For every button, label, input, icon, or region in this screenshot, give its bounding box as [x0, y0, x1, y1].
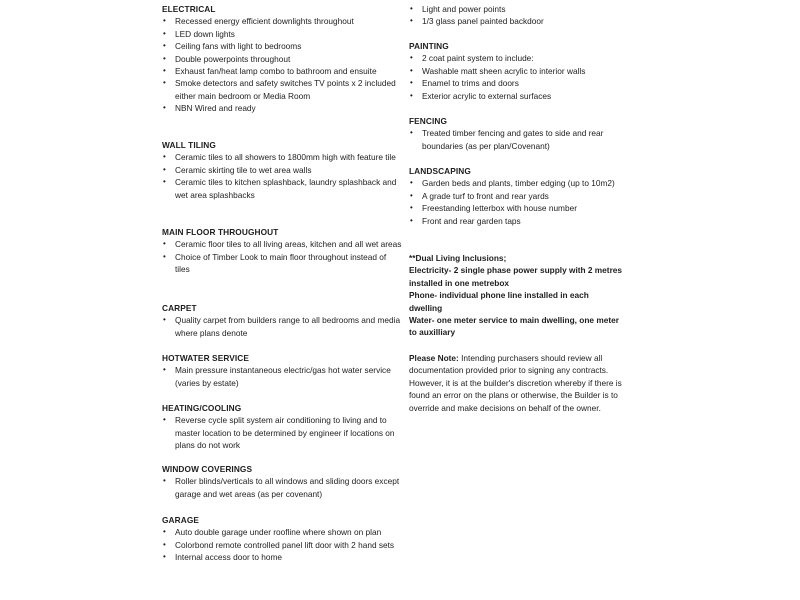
list-item: • Front and rear garden taps: [409, 215, 639, 227]
section-fencing: [409, 115, 639, 152]
section-electrical: [162, 3, 402, 115]
section-heading: GARAGE: [162, 515, 200, 525]
section-heading: HEATING/COOLING: [162, 403, 242, 413]
section-heading: FENCING: [409, 116, 448, 126]
list-item: • NBN Wired and ready: [162, 102, 402, 114]
list-item: • Ceramic skirting tile to wet area walls: [162, 164, 402, 176]
item-list: [409, 177, 639, 227]
list-item: • Washable matt sheen acrylic to interior walls: [409, 65, 639, 77]
please-note: [409, 352, 634, 414]
section-window-coverings: [162, 463, 402, 500]
dual-living-line: Water- one meter service to main dwelling, one meter to auxilliary: [409, 315, 619, 338]
list-item: • LED down lights: [162, 28, 402, 40]
list-item: • Internal access door to home: [162, 551, 402, 563]
dual-living-line: Phone- individual phone line installed in each dwelling: [409, 290, 589, 313]
section-main-floor: [162, 226, 402, 276]
list-item: • Garden beds and plants, timber edging (up to 10m2): [409, 177, 639, 189]
list-item: • Quality carpet from builders range to all bedrooms and media where plans denote: [162, 314, 402, 339]
list-item: • Exhaust fan/heat lamp combo to bathroom and ensuite: [162, 65, 402, 77]
section-heading: ELECTRICAL: [162, 4, 216, 14]
list-item: • Smoke detectors and safety switches TV points x 2 included either main bedroom or Media Room: [162, 77, 402, 102]
list-item: • Ceramic tiles to all showers to 1800mm high with feature tile: [162, 151, 402, 163]
section-painting: [409, 40, 639, 102]
section-heating-cooling: [162, 402, 402, 452]
item-list: [409, 127, 639, 152]
list-item: • Ceiling fans with light to bedrooms: [162, 40, 402, 52]
item-list: [162, 414, 402, 451]
item-list: [162, 314, 402, 339]
item-list: [162, 475, 402, 500]
list-item: • A grade turf to front and rear yards: [409, 190, 639, 202]
list-item: • Double powerpoints throughout: [162, 53, 402, 65]
list-item: • Light and power points: [409, 3, 639, 15]
list-item: • Reverse cycle split system air conditioning to living and to master location to be determined by engineer if locations on plans do not work: [162, 414, 402, 451]
item-list: [162, 526, 402, 563]
list-item: • Exterior acrylic to external surfaces: [409, 90, 639, 102]
list-item: • 1/3 glass panel painted backdoor: [409, 15, 639, 27]
dual-living-line: Electricity- 2 single phase power supply with 2 metres installed in one metrebox: [409, 265, 623, 288]
section-wall-tiling: [162, 139, 402, 201]
section-heading: PAINTING: [409, 41, 449, 51]
please-note-text: Intending purchasers should review all documentation provided prior to signing any contracts. However, it is at the builder's discretion whereby if there is found an error on the plans or otherwise, the Builder is to override and make decisions on behalf of the owner.: [409, 353, 622, 413]
item-list: [162, 238, 402, 275]
list-item: • Auto double garage under roofline where shown on plan: [162, 526, 402, 538]
please-note-label: Please Note:: [409, 353, 459, 363]
item-list: [409, 52, 639, 102]
item-list: [162, 151, 402, 201]
section-heading: WALL TILING: [162, 140, 216, 150]
section-heading: CARPET: [162, 303, 197, 313]
list-item: • Recessed energy efficient downlights throughout: [162, 15, 402, 27]
section-heading: WINDOW COVERINGS: [162, 464, 253, 474]
continued-item-list: [409, 3, 639, 28]
list-item: • Freestanding letterbox with house number: [409, 202, 639, 214]
item-list: [162, 15, 402, 114]
list-item: • Ceramic tiles to kitchen splashback, laundry splashback and wet area splashbacks: [162, 176, 402, 201]
item-list: [162, 364, 402, 389]
list-item: • Ceramic floor tiles to all living areas, kitchen and all wet areas: [162, 238, 402, 250]
list-item: • Choice of Timber Look to main floor throughout instead of tiles: [162, 251, 402, 276]
list-item: • Roller blinds/verticals to all windows and sliding doors except garage and wet areas (as per covenant): [162, 475, 402, 500]
list-item: • Treated timber fencing and gates to side and rear boundaries (as per plan/Covenant): [409, 127, 639, 152]
list-item: • 2 coat paint system to include:: [409, 52, 639, 64]
list-item: • Colorbond remote controlled panel lift door with 2 hand sets: [162, 539, 402, 551]
section-heading: MAIN FLOOR THROUGHOUT: [162, 227, 279, 237]
list-item: • Enamel to trims and doors: [409, 77, 639, 89]
section-heading: HOTWATER SERVICE: [162, 353, 250, 363]
section-hotwater: [162, 352, 402, 389]
section-garage: [162, 514, 402, 564]
section-heading: LANDSCAPING: [409, 166, 471, 176]
dual-living-inclusions: [409, 252, 624, 339]
section-landscaping: [409, 165, 639, 227]
dual-living-title: **Dual Living Inclusions;: [409, 253, 507, 263]
section-carpet: [162, 302, 402, 339]
list-item: • Main pressure instantaneous electric/gas hot water service (varies by estate): [162, 364, 402, 389]
